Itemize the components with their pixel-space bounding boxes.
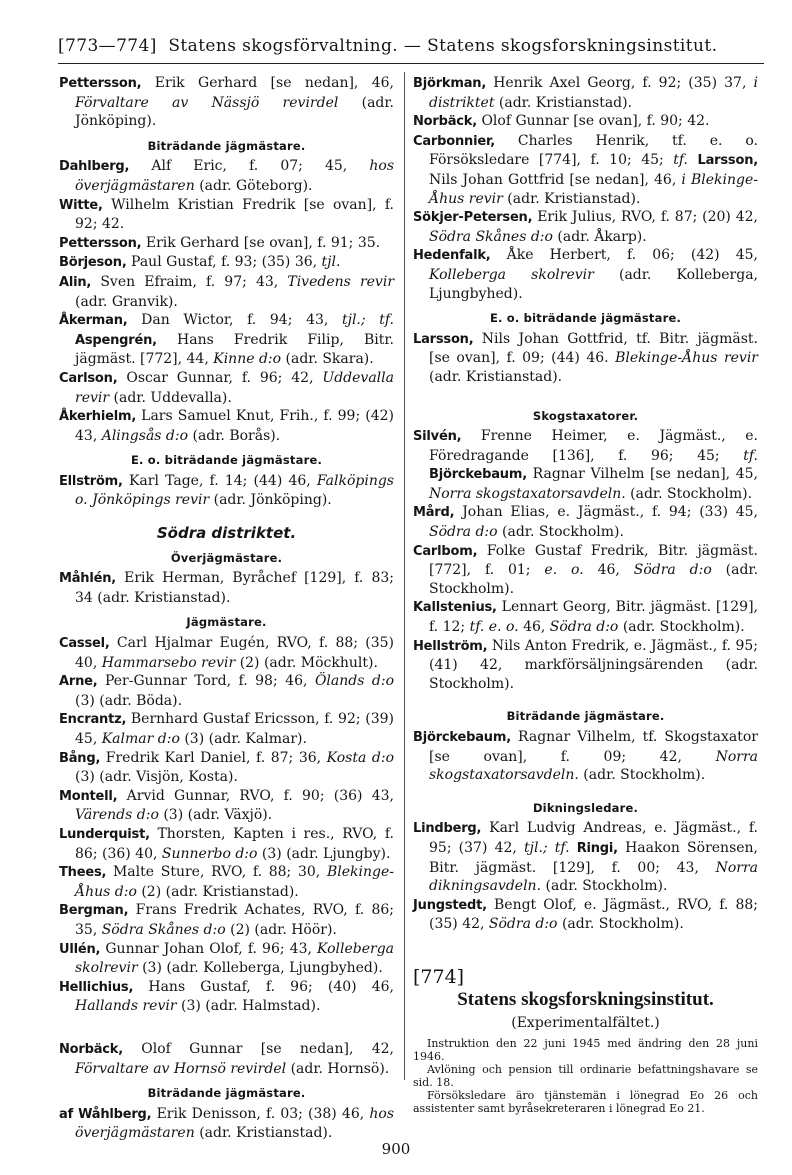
note-text: Avlöning och pension till ordinarie befattningshavare se sid. 18. xyxy=(413,1062,758,1089)
entry-tail: (adr. Stockholm). xyxy=(429,562,759,597)
entry xyxy=(59,901,394,939)
entry-text: Wilhelm Kristian Fredrik [se ovan], f. 92; 42. xyxy=(75,196,395,233)
entry-name: Arne, xyxy=(59,674,98,690)
entry-name: Pettersson, xyxy=(59,235,142,251)
entry-italic: hos överjägmästaren xyxy=(75,158,395,194)
entry-text: Folke Gustaf Fredrik, Bitr. jägmäst. [772], f. 01; xyxy=(429,542,759,579)
entry-italic: Blekinge-Åhus revir xyxy=(615,350,758,367)
entry-text: Fredrik Karl Daniel, f. 87; 36, xyxy=(105,749,322,766)
entry-tail: (adr. Stockholm). xyxy=(583,767,706,784)
entry-tail: (2) (adr. Höör). xyxy=(230,921,337,938)
section-title: Statens skogsforskningsinstitut. xyxy=(457,988,714,1010)
entry xyxy=(413,637,758,694)
entry-tail: (adr. Kristianstad). xyxy=(429,368,563,385)
entry-name: Norbäck, xyxy=(413,114,477,130)
entry-text: Ragnar Vilhelm, tf. Skogstaxator [se ovan], f. 09; 42, xyxy=(429,729,758,765)
entry-name: Kallstenius, xyxy=(413,600,497,616)
entry-text: Erik Gerhard [se nedan], 46, xyxy=(154,75,395,91)
entry-italic: Hammarsebo revir xyxy=(101,654,236,671)
entry-italic: Sunnerbo d:o xyxy=(161,845,258,862)
entry-name: Larsson, xyxy=(697,153,758,169)
entry-italic: Förvaltare av Nässjö revirdel xyxy=(75,94,339,111)
entry xyxy=(413,503,758,541)
entry-tail: (adr. Kristianstad). xyxy=(507,190,641,207)
entry xyxy=(59,472,394,510)
subheading: E. o. biträdande jägmästare. xyxy=(130,453,323,468)
entry-text: Frans Fredrik Achates, RVO, f. 86; 35, xyxy=(75,902,394,938)
entry xyxy=(59,74,394,131)
subheading: Biträdande jägmästare. xyxy=(147,138,306,153)
entry-tail: (adr. Hornsö). xyxy=(290,1060,390,1077)
entry-text: Karl Ludvig Andreas, e. Jägmäst., f. 95; (37) 42, xyxy=(429,820,758,856)
entry-italic: Södra d:o xyxy=(488,916,558,933)
entry-text: Dan Wictor, f. 94; 43, xyxy=(141,312,329,329)
entry-name: Hellström, xyxy=(413,638,488,654)
entry-italic: Falköpings o. Jönköpings revir xyxy=(75,472,394,509)
entry-text: Oscar Gunnar, f. 96; 42, xyxy=(126,369,314,386)
entry-italic: hos överjägmästaren xyxy=(75,1105,395,1142)
entry-text: Nils Johan Gottfrid [se nedan], 46, xyxy=(429,171,677,188)
header-rule xyxy=(58,63,764,64)
entry-tail: (adr. Åkarp). xyxy=(557,228,647,245)
entry-italic: Förvaltare av Hornsö revirdel xyxy=(75,1060,287,1077)
entry-tail: (adr. Göteborg). xyxy=(199,177,313,194)
subheading: Dikningsledare. xyxy=(532,800,639,815)
entry-text: Åke Herbert, f. 06; (42) 45, xyxy=(506,247,759,264)
note-text: Instruktion den 22 juni 1945 med ändring den 28 juni 1946. xyxy=(413,1036,758,1063)
entry-text: Nils Anton Fredrik, e. Jägmäst., f. 95; (41) 42, markförsäljningsärenden (adr. Stockholm). xyxy=(429,637,758,692)
entry-name: Björckebaum, xyxy=(413,730,511,745)
entry xyxy=(59,157,394,195)
entry-text: Bernhard Gustaf Ericsson, f. 92; (39) 45, xyxy=(75,711,394,747)
entry xyxy=(59,253,394,273)
entry-italic: Södra d:o xyxy=(549,619,619,636)
entry-name: Norbäck, xyxy=(59,1041,123,1057)
entry-tail: (adr. Kristianstad). xyxy=(199,1125,333,1142)
entry-text: Johan Elias, e. Jägmäst., f. 94; (33) 45, xyxy=(462,504,759,521)
column-divider xyxy=(404,72,405,1080)
note-text: Försöksledare äro tjänstemän i lönegrad Eo 26 och assistenter samt byråsekreteraren i lönegrad Eo 21. xyxy=(413,1088,758,1115)
entry-name: Bång, xyxy=(59,750,101,766)
subheading: Biträdande jägmästare. xyxy=(506,709,665,724)
entry-text: Frenne Heimer, e. Jägmäst., e. Föredragande [136], f. 96; 45; xyxy=(429,428,759,464)
entry-name: Aspengrén, xyxy=(75,332,157,348)
spacer xyxy=(413,693,758,701)
header-pages: [773—774] xyxy=(58,36,157,56)
spacer xyxy=(413,934,758,952)
entry-tail: (adr. Stockholm). xyxy=(561,916,684,933)
entry-italic: Södra d:o xyxy=(429,524,498,541)
entry-name: Ellström, xyxy=(59,473,123,489)
entry-name: Bergman, xyxy=(59,903,129,919)
header-title: Statens skogsförvaltning. — Statens skogsforskningsinstitut. xyxy=(168,36,718,56)
entry xyxy=(59,825,394,863)
subheading: E. o. biträdande jägmästare. xyxy=(489,311,682,326)
entry-name: Ullén, xyxy=(59,941,101,957)
entry-text: Henrik Axel Georg, f. 92; (35) 37, xyxy=(493,75,747,91)
entry xyxy=(59,234,394,254)
entry-text: Olof Gunnar [se nedan], 42, xyxy=(141,1040,395,1057)
entry-italic: i distriktet xyxy=(429,75,758,111)
entry-italic: Norra skogstaxatorsavdeln. xyxy=(429,485,626,502)
entry-italic: i Blekinge-Åhus revir xyxy=(429,171,759,207)
entry xyxy=(59,196,394,234)
entry-tail: (3) (adr. Visjön, Kosta). xyxy=(75,769,238,786)
spacer xyxy=(413,387,758,401)
entry-italic: Kolleberga skolrevir xyxy=(75,940,395,977)
entry-tail: 46, xyxy=(597,562,620,579)
spacer xyxy=(413,785,758,793)
entry xyxy=(59,569,394,607)
district-heading: Södra distriktet. xyxy=(156,524,297,543)
entry-italic: Södra d:o xyxy=(633,562,712,579)
entry-text: Olof Gunnar [se ovan], f. 90; 42. xyxy=(481,113,710,130)
entry-italic: tf. e. o. xyxy=(469,619,519,636)
page-number: 900 xyxy=(381,1140,411,1158)
entry-tail: (adr. Stockholm). xyxy=(502,524,624,541)
entry-italic: Kosta d:o xyxy=(326,749,395,766)
entry-text: Erik Julius, RVO, f. 87; (20) 42, xyxy=(537,209,758,226)
entry-name: Carbonnier, xyxy=(413,133,495,149)
entry xyxy=(59,863,394,901)
entry-tail: (adr. Stockholm). xyxy=(630,485,753,502)
entry xyxy=(59,273,394,311)
entry-tail: (adr. Granvik). xyxy=(75,293,178,310)
entry-tail: (adr. Stockholm). xyxy=(622,619,745,636)
entry-name: Börjeson, xyxy=(59,255,127,271)
entry-name: Encrantz, xyxy=(59,712,127,728)
entry-italic: tf. xyxy=(673,152,689,169)
entry-text: Ragnar Vilhelm [se nedan], 45, xyxy=(532,466,759,483)
entry xyxy=(413,728,758,785)
section-subtitle: (Experimentalfältet.) xyxy=(511,1014,660,1031)
entry-name: Montell, xyxy=(59,788,118,804)
entry-text: Per-Gunnar Tord, f. 98; 46, xyxy=(104,673,308,690)
entry-tail: (adr. Uddevalla). xyxy=(113,389,232,406)
entry-name: Carlson, xyxy=(59,370,118,386)
entry-tail: (3) (adr. Kolleberga, Ljungbyhed). xyxy=(142,960,383,977)
entry-italic: Värends d:o xyxy=(75,807,159,824)
entry-text: Erik Herman, Byråchef [129], f. 83; 34 (adr. Kristianstad). xyxy=(75,570,394,606)
entry-italic: Ölands d:o xyxy=(314,673,395,690)
entry-text: Alf Eric, f. 07; 45, xyxy=(151,158,348,175)
entry-text: Arvid Gunnar, RVO, f. 90; (36) 43, xyxy=(126,787,395,804)
entry-text: Lennart Georg, Bitr. jägmäst. [129], f. 12; xyxy=(429,599,759,636)
entry xyxy=(413,330,758,387)
entry-italic: Kolleberga skolrevir xyxy=(429,266,594,283)
subheading: Skogstaxatorer. xyxy=(532,408,639,423)
entry-italic: Södra Skånes d:o xyxy=(101,921,226,938)
entry-name: Lindberg, xyxy=(413,821,482,837)
entry-italic: tf. xyxy=(743,447,758,464)
entry-text: Erik Denisson, f. 03; (38) 46, xyxy=(156,1105,365,1122)
spacer xyxy=(59,1016,394,1040)
entry-tail: (3) (adr. Halmstad). xyxy=(180,998,321,1015)
entry-text: Erik Gerhard [se ovan], f. 91; 35. xyxy=(145,234,381,251)
entry-tail: (adr. Kristianstad). xyxy=(498,94,633,111)
entry-tail: 46, xyxy=(523,619,546,636)
entry-name: Carlbom, xyxy=(413,543,478,559)
entry-name: Måhlén, xyxy=(59,571,117,587)
subheading: Biträdande jägmästare. xyxy=(147,1086,306,1101)
entry-tail: (adr. Kolleberga, Ljungbyhed). xyxy=(429,266,758,302)
entry-name: Witte, xyxy=(59,197,103,213)
entry-text: Nils Johan Gottfrid, tf. Bitr. jägmäst. [se ovan], f. 09; (44) 46. xyxy=(429,330,759,367)
entry-text: Lars Samuel Knut, Frih., f. 99; (42) 43, xyxy=(75,408,394,444)
entry-italic: Kalmar d:o xyxy=(101,731,180,747)
entry-italic: Södra Skånes d:o xyxy=(429,228,553,245)
entry-tail: (3) (adr. Böda). xyxy=(75,692,183,709)
entry xyxy=(59,634,394,672)
entry-text: Thorsten, Kapten i res., RVO, f. 86; (36) 40, xyxy=(75,825,394,862)
entry-text: Hans Fredrik Filip, Bitr. jägmäst. [772], 44, xyxy=(75,331,395,368)
entry xyxy=(59,940,394,978)
entry-italic: Norra dikningsavdeln. xyxy=(429,859,758,895)
entry-tail: (3) (adr. Växjö). xyxy=(163,807,273,824)
entry-name: Mård, xyxy=(413,505,455,521)
entry-text: Karl Tage, f. 14; (44) 46, xyxy=(128,472,311,489)
right-column xyxy=(413,74,758,1115)
entry-name: Hellichius, xyxy=(59,979,134,995)
entry-tail: (2) (adr. Kristianstad). xyxy=(141,883,299,900)
entry-name: Alin, xyxy=(59,274,92,290)
entry-name: Silvén, xyxy=(413,429,462,445)
entry xyxy=(413,112,758,132)
entry-italic: tjl.; tf. xyxy=(524,839,570,856)
entry xyxy=(59,407,394,445)
entry xyxy=(59,787,394,825)
entry xyxy=(59,978,394,1016)
entry-tail: (adr. Stockholm). xyxy=(545,878,668,895)
entry-name: Björckebaum, xyxy=(429,467,527,483)
entry xyxy=(413,132,758,208)
entry-name: Åkerman, xyxy=(59,313,128,329)
entry-italic: Kinne d:o xyxy=(213,351,282,368)
entry xyxy=(59,672,394,710)
entry xyxy=(413,427,758,503)
entry xyxy=(413,896,758,934)
entry-name: Ringi, xyxy=(576,840,618,856)
entry xyxy=(59,749,394,787)
entry-text: Sven Efraim, f. 97; 43, xyxy=(100,273,279,290)
entry-name: af Wåhlberg, xyxy=(59,1106,152,1122)
entry xyxy=(413,208,758,246)
entry-name: Sökjer-Petersen, xyxy=(413,210,533,226)
entry-italic: tjl. xyxy=(321,254,341,271)
entry xyxy=(59,369,394,407)
entry-italic: Hallands revir xyxy=(75,998,177,1015)
entry-tail: (adr. Borås). xyxy=(192,427,281,444)
entry-tail: (adr. Jönköping). xyxy=(75,94,394,130)
entry-text: Gunnar Johan Olof, f. 96; 43, xyxy=(105,940,312,957)
entry-text: Haakon Sörensen, Bitr. jägmäst. [129], f. 00; 43, xyxy=(429,839,759,876)
entry-name: Jungstedt, xyxy=(413,897,487,913)
entry-text: Charles Henrik, tf. e. o. Försöksledare [774], f. 10; 45; xyxy=(429,132,759,169)
entry-tail: (adr. Skara). xyxy=(285,351,374,368)
left-column xyxy=(59,74,394,1143)
entry-text: Carl Hjalmar Eugén, RVO, f. 88; (35) 40, xyxy=(75,635,395,671)
entry xyxy=(59,311,394,369)
entry xyxy=(413,542,758,599)
entry-italic: e. o. xyxy=(544,562,584,579)
entry xyxy=(59,1105,394,1143)
page-header xyxy=(58,36,758,56)
entry-text: Malte Sture, RVO, f. 88; 30, xyxy=(112,864,321,881)
entry-text: Bengt Olof, e. Jägmäst., RVO, f. 88; (35) 42, xyxy=(429,896,758,933)
entry-name: Cassel, xyxy=(59,636,110,652)
section-number: [774] xyxy=(413,965,465,988)
entry-tail: (adr. Jönköping). xyxy=(213,492,332,509)
entry-name: Thees, xyxy=(59,865,107,881)
entry-italic: tjl.; tf. xyxy=(341,312,394,329)
entry-tail: (3) (adr. Ljungby). xyxy=(261,845,391,862)
entry-text: Paul Gustaf, f. 93; (35) 36, xyxy=(131,254,318,271)
entry-tail: (2) (adr. Möckhult). xyxy=(239,654,378,671)
entry-italic: Blekinge-Åhus d:o xyxy=(75,864,395,900)
entry-name: Hedenfalk, xyxy=(413,248,491,264)
entry xyxy=(59,1040,394,1078)
entry-name: Åkerhielm, xyxy=(59,409,137,425)
entry-italic: Tivedens revir xyxy=(287,273,395,290)
subheading: Överjägmästare. xyxy=(170,550,283,565)
entry-text: Hans Gustaf, f. 96; (40) 46, xyxy=(148,978,395,995)
entry xyxy=(413,246,758,303)
entry-name: Larsson, xyxy=(413,331,474,347)
entry-name: Pettersson, xyxy=(59,76,142,91)
entry xyxy=(413,74,758,112)
entry-name: Björkman, xyxy=(413,76,487,91)
entry-name: Lunderquist, xyxy=(59,826,150,842)
entry-italic: Alingsås d:o xyxy=(101,427,189,444)
entry xyxy=(413,598,758,636)
entry xyxy=(413,819,758,895)
entry-tail: (3) (adr. Kalmar). xyxy=(184,731,307,747)
entry-italic: Uddevalla revir xyxy=(75,369,394,406)
entry-italic: Norra skogstaxatorsavdeln. xyxy=(429,748,758,784)
entry-name: Dahlberg, xyxy=(59,159,130,175)
subheading: Jägmästare. xyxy=(186,615,267,630)
entry xyxy=(59,710,394,748)
